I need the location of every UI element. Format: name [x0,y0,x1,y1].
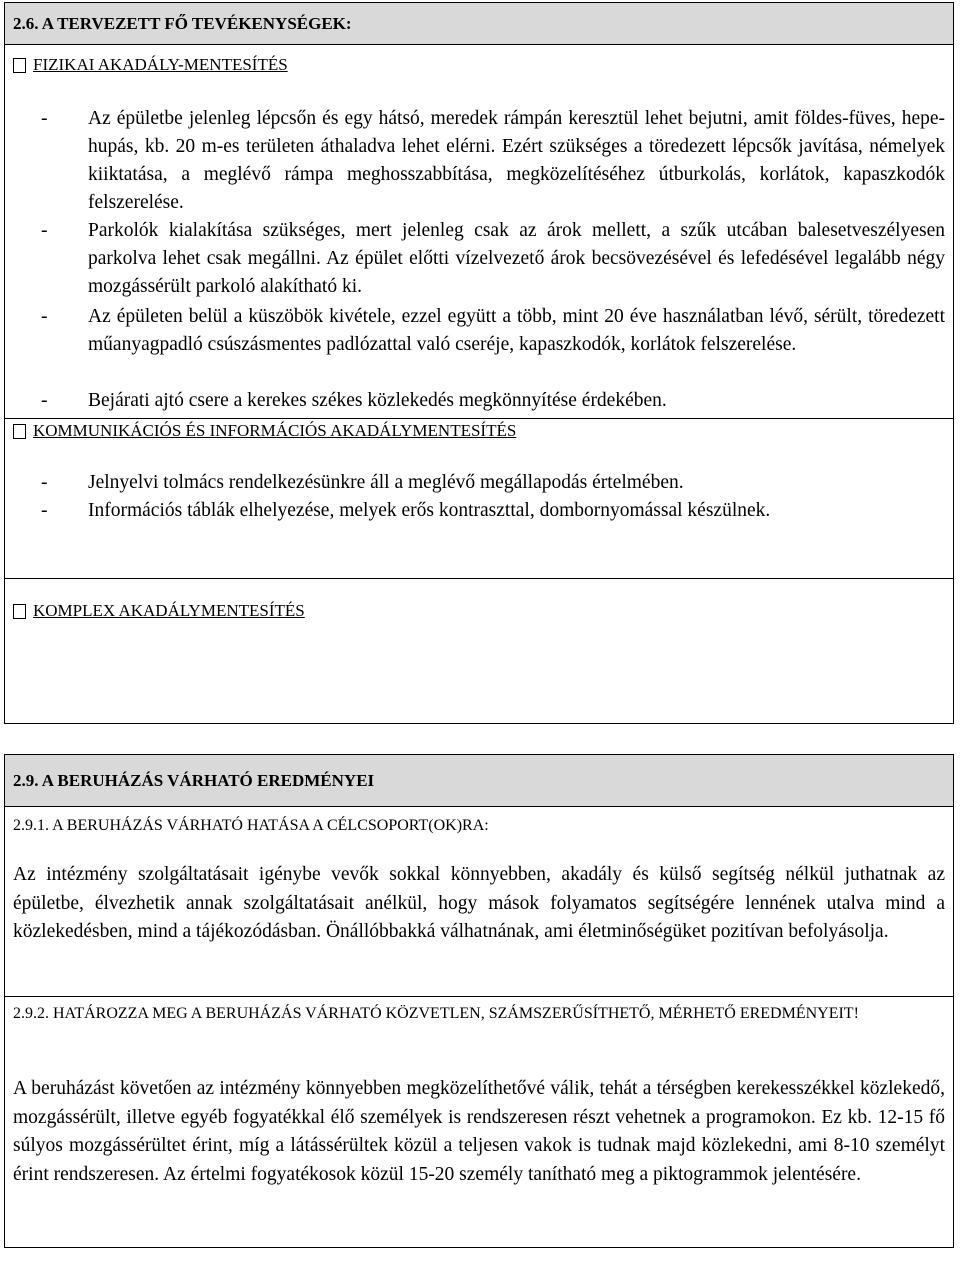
list-item: - Parkolók kialakítása szükséges, mert jelenleg csak az árok mellett, a szűk utcában balesetveszélyesen parkolva lehet csak megállni. Az épület előtti vízelvezető árok becsövezésével és lefedésével legalább négy mozgássérült parkoló alakítható ki. [41,217,945,301]
measurable-results-title: 2.9.2. HATÁROZZA MEG A BERUHÁZÁS VÁRHATÓ KÖZVETLEN, SZÁMSZERŰSÍTHETŐ, MÉRHETŐ EREDMÉNYEIT! [13,1005,859,1022]
physical-accessibility-title: FIZIKAI AKADÁLY-MENTESÍTÉS [33,55,288,74]
list-item-text: Jelnyelvi tolmács rendelkezésünkre áll a meglévő megállapodás értelmében. [88,472,684,493]
communication-accessibility-cell [5,419,953,579]
expected-impact-text: Az intézmény szolgáltatásait igénybe vevők sokkal könnyebben, akadály és külső segítség nélkül juthatnak az épületbe, élvezhetik annak szolgáltatásait anélkül, hogy mások folyamatos segítségére lennének utalva mind a közlekedésben, mind a tájékozódásban. Önállóbbakká válhatnának, ami életminőségüket pozitívan befolyásolja. [13,864,945,942]
complex-accessibility-cell [5,579,953,722]
physical-accessibility-cell [5,45,953,419]
list-item: - Az épületbe jelenleg lépcsőn és egy hátsó, meredek rámpán keresztül lehet bejutni, amit földes-füves, hepe-hupás, kb. 20 m-es területen áthaladva lehet elérni. Ezért szükséges a töredezett lépcsők javítása, némelyek kiiktatása, a meglévő rámpa meghosszabbítása, megközelítéséhez útburkolás, korlátok, kapaszkodók felszerelése. [41,105,945,217]
list-item-text: Az épületbe jelenleg lépcsőn és egy hátsó, meredek rámpán keresztül lehet bejutni, amit földes-füves, hepe-hupás, kb. 20 m-es területen áthaladva lehet elérni. Ezért szükséges a töredezett lépcsők javítása, némelyek kiiktatása, a meglévő rámpa meghosszabbítása, megközelítéséhez útburkolás, korlátok, kapaszkodók felszerelése. [88,108,945,213]
list-item: - Az épületen belül a küszöbök kivétele, ezzel együtt a több, mint 20 éve használatban lévő, sérült, töredezett műanyagpadló csúszásmentes padlózattal való cseréje, kapaszkodók, korlátok felszerelése. [41,303,945,359]
complex-accessibility-title: KOMPLEX AKADÁLYMENTESÍTÉS [33,601,305,620]
checkbox-physical[interactable] [13,58,26,73]
section-2-6-header [5,3,953,45]
section-2-9-header [5,755,953,807]
list-item: - Bejárati ajtó csere a kerekes székes közlekedés megkönnyítése érdekében. [41,387,945,415]
list-item: - Jelnyelvi tolmács rendelkezésünkre áll a meglévő megállapodás értelmében. [41,469,945,497]
physical-accessibility-heading [13,55,288,75]
communication-accessibility-title: KOMMUNIKÁCIÓS ÉS INFORMÁCIÓS AKADÁLYMENTESÍTÉS [33,421,517,440]
list-item-text: Az épületen belül a küszöbök kivétele, ezzel együtt a több, mint 20 éve használatban lévő, sérült, töredezett műanyagpadló csúszásmentes padlózattal való cseréje, kapaszkodók, korlátok felszerelése. [88,306,945,355]
measurable-results-cell [5,997,953,1246]
checkbox-complex[interactable] [13,604,26,619]
list-item-text: Információs táblák elhelyezése, melyek erős kontraszttal, dombornyomással készülnek. [88,500,771,521]
expected-impact-title: 2.9.1. A BERUHÁZÁS VÁRHATÓ HATÁSA A CÉLCSOPORT(OK)RA: [13,817,489,834]
section-2-6 [4,2,954,724]
measurable-results-text: A beruházást követően az intézmény könnyebben megközelíthetővé válik, tehát a térségben kerekesszékkel közlekedő, mozgássérült, illetve egyéb fogyatékkal élő személyek is rendszeresen részt vehetnek a programokon. Ez kb. 12-15 fő súlyos mozgássérültet érint, míg a látássérültek közül a teljesen vakok is tudnak majd közlekedni, ami 8-10 személyt érint rendszeresen. Az értelmi fogyatékosok közül 15-20 személy tanítható meg a piktogrammok jelentésére. [13,1078,945,1185]
section-2-9-title: 2.9. A BERUHÁZÁS VÁRHATÓ EREDMÉNYEI [13,770,375,790]
checkbox-communication[interactable] [13,424,26,439]
list-item: - Információs táblák elhelyezése, melyek erős kontraszttal, dombornyomással készülnek. [41,497,945,525]
section-2-6-title: 2.6. A TERVEZETT FŐ TEVÉKENYSÉGEK: [13,13,352,33]
list-item-text: Parkolók kialakítása szükséges, mert jelenleg csak az árok mellett, a szűk utcában balesetveszélyesen parkolva lehet csak megállni. Az épület előtti vízelvezető árok becsövezésével és lefedésével legalább négy mozgássérült parkoló alakítható ki. [88,220,945,297]
expected-impact-cell [5,807,953,997]
section-2-9 [4,754,954,1248]
communication-accessibility-heading [13,421,516,441]
complex-accessibility-heading [13,601,305,621]
list-item-text: Bejárati ajtó csere a kerekes székes közlekedés megkönnyítése érdekében. [88,390,667,411]
